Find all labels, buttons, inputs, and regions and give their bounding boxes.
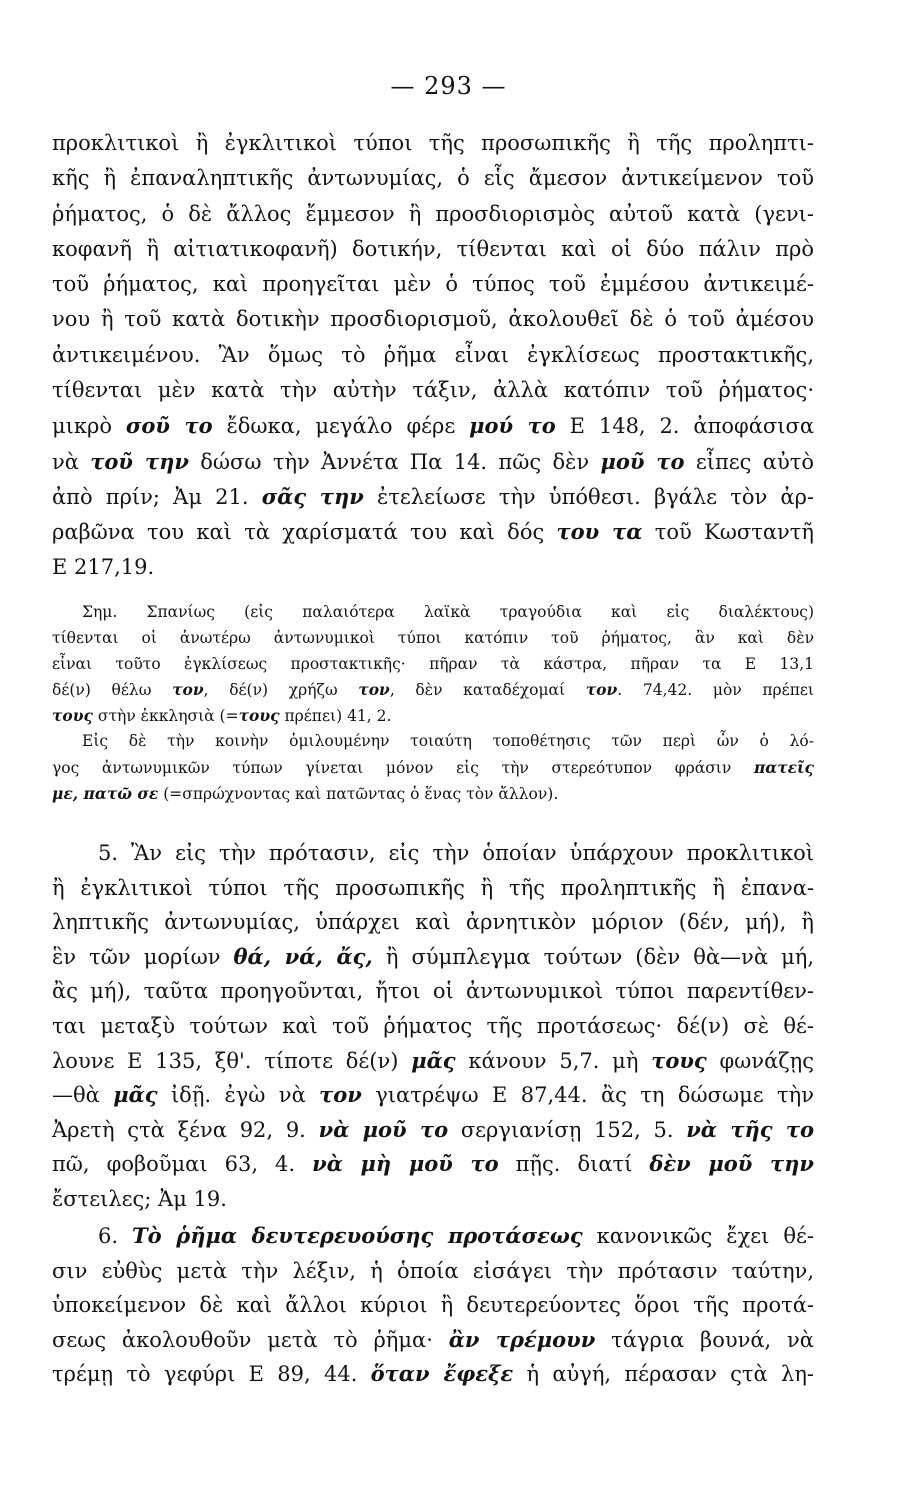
text-line: τίθενται μὲν κατὰ τὴν αὐτὴν τάξιν, ἀλλὰ κατόπιν τοῦ ῥήματος· [52, 378, 814, 403]
text-line: νὰ τοῦ την δώσω τὴν Ἀννέτα Πα 14. πῶς δὲν μοῦ το εἶπες αὐτὸ [52, 448, 814, 474]
text-line: ται μεταξὺ τούτων καὶ τοῦ ῥήματος τῆς προτάσεως· δέ(ν) σὲ θέ- [52, 1013, 814, 1038]
main-paragraph [52, 126, 814, 585]
text-line: —θὰ μᾶς ἰδῇ. ἐγὼ νὰ τον γιατρέψω Ε 87,44. ἂς τη δώσωμε τὴν [52, 1082, 814, 1108]
text-line: πῶ, φοβοῦμαι 63, 4. νὰ μὴ μοῦ το πῇς. διατί δὲν μοῦ την [52, 1151, 814, 1177]
note-line: τίθενται οἱ ἀνωτέρω ἀντωνυμικοὶ τύποι κατόπιν τοῦ ῥήματος, ἂν καὶ δὲν [52, 628, 814, 647]
note-line: Εἰς δὲ τὴν κοινὴν ὁμιλουμένην τοιαύτη τοποθέτησις τῶν περὶ ὧν ὁ λό- [82, 731, 814, 750]
note-line: δέ(ν) θέλω τον, δέ(ν) χρήζω τον, δὲν καταδέχομαί τον. 74,42. μὸν πρέπει [52, 680, 814, 700]
text-line: κῆς ἢ ἐπαναληπτικῆς ἀντωνυμίας, ὁ εἷς ἄμεσον ἀντικείμενον τοῦ [52, 166, 814, 191]
text-line: ῥήματος, ὁ δὲ ἄλλος ἔμμεσον ἢ προσδιορισμὸς αὐτοῦ κατὰ (γενι- [52, 201, 814, 226]
text-line: προκλιτικοὶ ἢ ἐγκλιτικοὶ τύποι τῆς προσωπικῆς ἢ τῆς προληπτι- [52, 131, 814, 155]
text-line: ἢ ἐγκλιτικοὶ τύποι τῆς προσωπικῆς ἢ τῆς προληπτικῆς ἢ ἐπανα- [52, 875, 814, 900]
note-line: με, πατῶ σε (=σπρώχνοντας καὶ πατῶντας ὁ ἕνας τὸν ἄλλον). [52, 783, 559, 803]
text-line: σιν εὐθὺς μετὰ τὴν λέξιν, ἡ ὁποία εἰσάγει τὴν πρότασιν ταύτην, [52, 1258, 814, 1283]
text-line: Ἀρετὴ ςτὰ ξένα 92, 9. νὰ μοῦ το σεργιανίσῃ 152, 5. νὰ τῆς το [52, 1116, 814, 1142]
text-line: ραβῶνα του καὶ τὰ χαρίσματά του καὶ δός του τα τοῦ Κωσταντῆ [52, 519, 814, 545]
text-line: μικρὸ σοῦ το ἔδωκα, μεγάλο φέρε μού το Ε 148, 2. ἀποφάσισα [52, 413, 814, 439]
text-line: ληπτικῆς ἀντωνυμίας, ὑπάρχει καὶ ἀρνητικὸν μόριον (δέν, μή), ἢ [52, 910, 814, 935]
note-line: Σημ. Σπανίως (εἰς παλαιότερα λαϊκὰ τραγούδια καὶ εἰς διαλέκτους) [82, 603, 814, 621]
text-line: Ε 217,19. [52, 554, 155, 579]
text-line: ἂς μή), ταῦτα προηγοῦνται, ἤτοι οἱ ἀντωνυμικοὶ τύποι παρεντίθεν- [52, 979, 814, 1004]
text-line: 5. Ἂν εἰς τὴν πρότασιν, εἰς τὴν ὁποίαν ὑπάρχουν προκλιτικοὶ [98, 841, 814, 865]
text-line: ἀπὸ πρίν; Ἀμ 21. σᾶς την ἐτελείωσε τὴν ὑπόθεσι. βγάλε τὸν ἀρ- [52, 483, 814, 509]
page-number: — 293 — [390, 72, 507, 100]
text-line: λουνε Ε 135, ξθ'. τίποτε δέ(ν) μᾶς κάνουν 5,7. μὴ τους φωνάζῃς [52, 1047, 814, 1073]
text-line: ἀντικειμένου. Ἂν ὅμως τὸ ῥῆμα εἶναι ἐγκλίσεως προστακτικῆς, [52, 342, 814, 367]
text-line: κοφανῆ ἢ αἰτιατικοφανῆ) δοτικήν, τίθενται καὶ οἱ δύο πάλιν πρὸ [52, 236, 814, 261]
text-line: νου ἢ τοῦ κατὰ δοτικὴν προσδιορισμοῦ, ἀκολουθεῖ δὲ ὁ τοῦ ἀμέσου [52, 307, 814, 332]
text-line: ὑποκείμενον δὲ καὶ ἄλλοι κύριοι ἢ δευτερεύοντες ὅροι τῆς προτά- [52, 1293, 814, 1318]
paragraph-6 [52, 1219, 814, 1392]
text-line: ἓν τῶν μορίων θά, νά, ἄς, ἢ σύμπλεγμα τούτων (δὲν θὰ—νὰ μή, [52, 943, 814, 969]
text-line: ἔστειλες; Ἀμ 19. [52, 1186, 227, 1211]
paragraph-5 [52, 836, 814, 1217]
note-paragraph [52, 600, 814, 806]
text-line: τρέμῃ τὸ γεφύρι Ε 89, 44. ὅταν ἔφεξε ἡ αὐγή, πέρασαν ςτὰ λη- [52, 1361, 814, 1387]
text-line: σεως ἀκολουθοῦν μετὰ τὸ ῥῆμα· ἂν τρέμουν τάγρια βουνά, νὰ [52, 1326, 814, 1352]
text-line: τοῦ ῥήματος, καὶ προηγεῖται μὲν ὁ τύπος τοῦ ἐμμέσου ἀντικειμέ- [52, 272, 814, 297]
note-line: γος ἀντωνυμικῶν τύπων γίνεται μόνον εἰς τὴν στερεότυπον φράσιν πατεῖς [52, 757, 814, 777]
note-line: εἶναι τοῦτο ἐγκλίσεως προστακτικῆς· πῆραν τὰ κάστρα, πῆραν τα Ε 13,1 [52, 654, 814, 673]
note-line: τους στὴν ἐκκλησιὰ (=τους πρέπει) 41, 2. [52, 706, 392, 726]
text-line: 6. Τὸ ῥῆμα δευτερευούσης προτάσεως κανονικῶς ἔχει θέ- [98, 1223, 814, 1248]
